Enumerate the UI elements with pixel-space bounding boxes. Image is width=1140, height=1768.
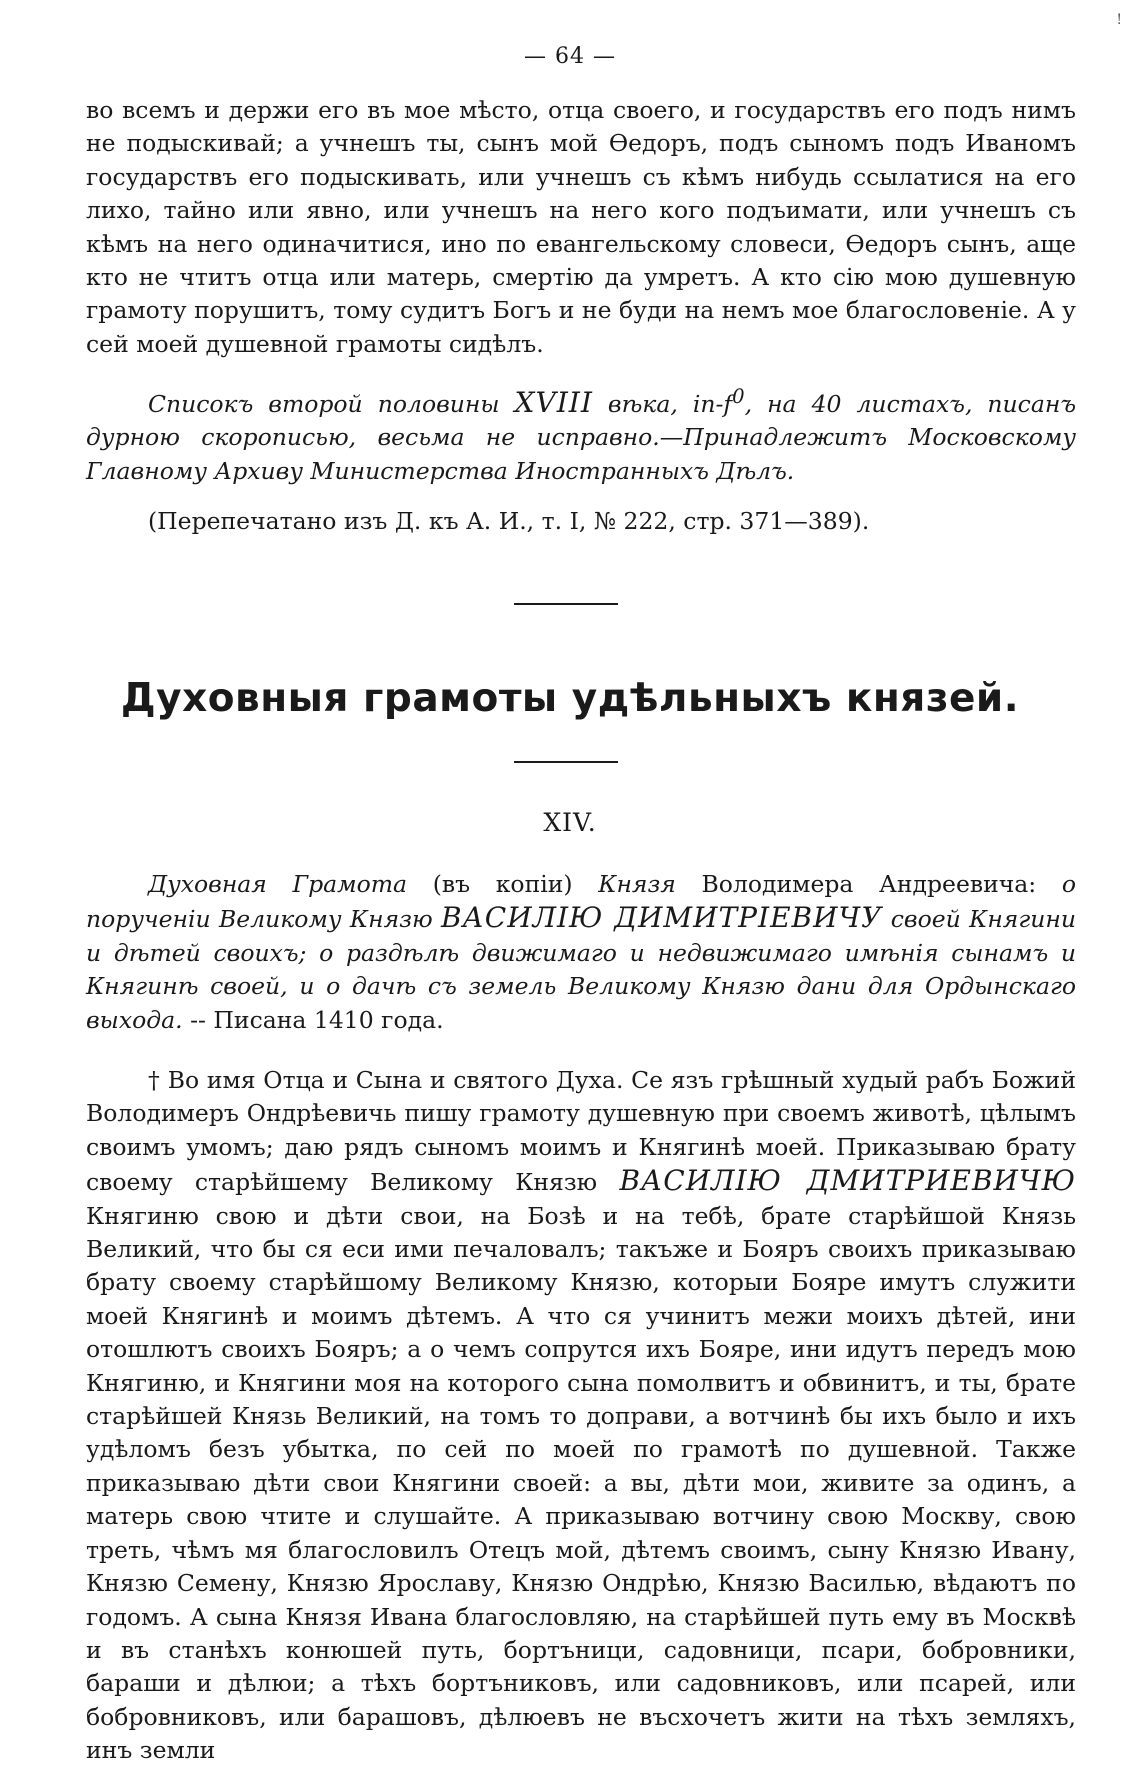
source-note [86, 380, 1076, 488]
century-numeral: XVIII [514, 385, 593, 419]
charter-part: Княгиню свою и дѣти свои, на Бозѣ и на тебѣ, брате старѣйшой Князь Великий, что бы ся еси ими печаловалъ; такъже и Бояръ своихъ приказываю брату своему старѣйшому Великому Князю, которыи Бояре имутъ служити моей Княгинѣ и моимъ дѣтемъ. А что ся учинитъ межи моихъ дѣтей, ини отошлютъ своихъ Бояръ; а о чемъ сопрутся ихъ Бояре, ини идутъ передъ мою Княгиню, и Княгини моя на которого сына помолвитъ и обвинитъ, и ты, брате старѣйшей Князь Великий, на томъ то доправи, а вотчинѣ бы ихъ было и ихъ удѣломъ безъ убытка, по сей по моей по грамотѣ по душевной. Также приказываю дѣти свои Княгини своей: а вы, дѣти мои, живите за одинъ, а матерь свою чтите и слушайте. А приказываю вотчину свою Москву, свою треть, чѣмъ мя благословилъ Отецъ мой, дѣтемъ своимъ, сыну Князю Ивану, Князю Семену, Князю Ярославу, Князю Ондрѣю, Князю Василью, вѣдаютъ по годомъ. А сына Князя Ивана благословляю, на старѣйшей путь ему въ Москвѣ и въ станѣхъ конюшей путь, бортъници, садовници, псари, бобровники, бараши и дѣлюи; а тѣхъ бортъниковъ, или садовниковъ, или псарей, или бобровниковъ, или барашовъ, дѣлюевъ не въсхочетъ жити на тѣхъ земляхъ, инъ земли [86, 1201, 1076, 1765]
heading-part: (въ копіи) [407, 870, 599, 898]
page-number: — 64 — [524, 44, 616, 69]
heading-part: о порученіи Великому Князю [86, 870, 1077, 934]
paragraph-1 [86, 94, 1076, 361]
divider-rule [514, 603, 618, 605]
document-heading [86, 868, 1076, 1037]
paragraph-1-text: во всемъ и держи его въ мое мѣсто, отца своего, и государствъ его подъ нимъ не подыскивай; а учнешъ ты, сынъ мой Ѳедоръ, подъ сыномъ подъ Иваномъ государствъ его подыскивать, или учнешъ съ кѣмъ нибудь ссылатися на его лихо, тайно или явно, или учнешъ на него кого подъимати, или учнешъ съ кѣмъ на него одиначитися, ино по евангельскому словеси, Ѳедоръ сынъ, аще кто не чтитъ отца или матерь, смертію да умретъ. А кто сію мою душевную грамоту порушитъ, тому судитъ Богъ и не буди на немъ мое благословеніе. А у сей моей душевной грамоты сидѣлъ. [86, 96, 1076, 358]
document-heading-text [86, 868, 1076, 1037]
heading-part: своей Княгини и дѣтей своихъ; о раздѣлѣ движимаго и недвижимаго имѣнія сынамъ и Княгинѣ своей, и о дачѣ съ земель Великому Князю дани для Ордынскаго выхода. [86, 905, 1076, 1034]
section-title: Духовныя грамоты удѣльныхъ князей. [120, 676, 1020, 721]
heading-part: -- Писана 1410 года. [182, 1005, 444, 1034]
source-note-text [86, 380, 1076, 488]
format-superscript: 0 [732, 385, 745, 408]
source-note-part: , на 40 листахъ, писанъ дурною скорописью, весьма не исправно.—Принадлежитъ Московскому Главному Архиву Министерства Иностранныхъ Дѣлъ. [86, 389, 1076, 485]
grand-prince-name: ВАСИЛІЮ ДМИТРИЕВИЧЮ [619, 1164, 1076, 1198]
divider-rule [514, 761, 618, 763]
charter-text-body [86, 1064, 1076, 1768]
source-note-part: Списокъ второй половины [148, 389, 515, 418]
source-note-part: вѣка, in-f [592, 389, 733, 418]
charter-part: † Во имя Отца и Сына и святого Духа. Се язъ грѣшный худый рабъ Божий Володимеръ Ондрѣевичь пишу грамоту душевную при своемъ животѣ, цѣлымъ своимъ умомъ; даю рядъ сыномъ моимъ и Княгинѣ моей. Приказываю брату своему старѣйшему Великому Князю [86, 1066, 1076, 1197]
heading-part: Володимера Андреевича: [675, 870, 1062, 898]
grand-prince-name: ВАСИЛІЮ ДИМИТРІЕВИЧУ [440, 901, 883, 935]
chapter-numeral: XIV. [543, 808, 597, 837]
reprint-note [148, 505, 1078, 538]
heading-part: Духовная Грамота [148, 870, 408, 898]
charter-text [86, 1064, 1076, 1768]
reprint-note-text: (Перепечатано изъ Д. къ А. И., т. I, № 222, стр. 371—389). [148, 507, 870, 535]
edge-mark: ! [1116, 12, 1122, 28]
heading-part: Князя [598, 870, 676, 898]
